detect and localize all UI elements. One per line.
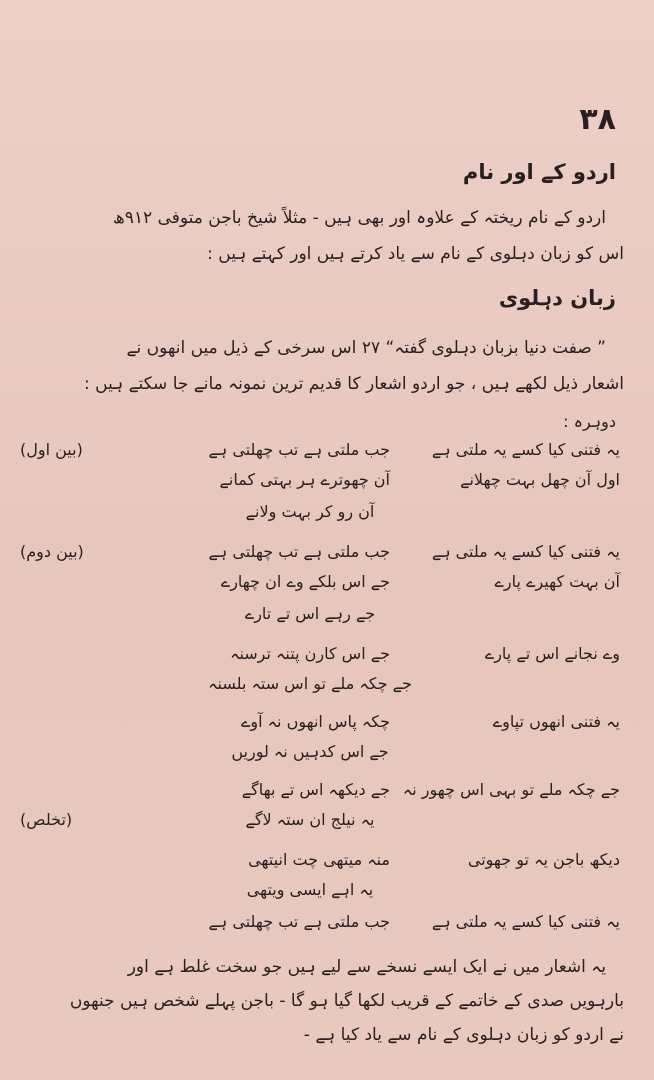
verse-tag: (تخلص) <box>20 810 73 829</box>
verse-hemistich-left: جے اس کارن پتنہ ترسنہ <box>230 644 390 663</box>
verse-row <box>20 604 620 634</box>
verse-hemistich-right: یہ فتنی کیا کسے یہ ملتی ہے <box>431 542 620 561</box>
verse-hemistich-right: دیکھ باجن یہ تو جھوتی <box>467 850 620 869</box>
paragraph-line: اشعار ذیل لکھے ہیں ، جو اردو اشعار کا قدیم ترین نمونہ مانے جا سکتے ہیں : <box>84 374 624 394</box>
paragraph-zaban-dehlavi <box>24 330 624 402</box>
paragraph-closing <box>24 950 624 1052</box>
verse-tag: (بین دوم) <box>20 542 84 561</box>
verse-hemistich-left: جب ملتی ہے تب چھلتی ہے <box>208 440 390 459</box>
verse-hemistich-right: یہ فتنی انھوں تپاوے <box>492 712 620 731</box>
verse-row <box>20 440 620 470</box>
verse-hemistich-left: جب ملتی ہے تب چھلتی ہے <box>208 542 390 561</box>
verse-hemistich-left: منہ میتھی چت انیتھی <box>248 850 390 869</box>
section-heading-urdu-names: اردو کے اور نام <box>462 160 616 184</box>
verse-row <box>20 542 620 572</box>
paragraph-line: بارہویں صدی کے خاتمے کے قریب لکھا گیا ہو گا - باجن پہلے شخص ہیں جنھوں <box>69 991 624 1011</box>
verse-hemistich-left: جے اس بلکے وے ان چھارے <box>220 572 390 591</box>
verse-line-center: جے اس کدہیں نہ لوریں <box>231 742 389 761</box>
verse-hemistich-right: یہ فتنی کیا کسے یہ ملتی ہے <box>431 912 620 931</box>
doha-label: دوہرہ : <box>563 412 616 431</box>
verse-hemistich-left: آن چھوترے ہر بہتی کمانے <box>219 470 390 489</box>
verse-row <box>20 780 620 810</box>
verse-hemistich-right: اول آن چھل بہت چھلانے <box>460 470 620 489</box>
verse-hemistich-left: چکہ پاس انھوں نہ آوے <box>241 712 390 731</box>
verse-hemistich-left: جے دیکھہ اس تے بھاگے <box>241 780 390 799</box>
verse-hemistich-right: یہ فتنی کیا کسے یہ ملتی ہے <box>431 440 620 459</box>
section-heading-zaban-dehlavi: زبان دہلوی <box>498 286 616 310</box>
paragraph-line: اس کو زبان دہلوی کے نام سے یاد کرتے ہیں اور کہتے ہیں : <box>207 244 624 264</box>
verse-line-center: یہ نیلج ان ستہ لاگے <box>245 810 375 829</box>
paragraph-line: یہ اشعار میں نے ایک ایسے نسخے سے لیے ہیں جو سخت غلط ہے اور <box>127 957 606 977</box>
verse-line-center: یہ اہے ایسی ویتھی <box>246 880 374 899</box>
verse-tag: (بین اول) <box>20 440 83 459</box>
verse-row <box>20 912 620 942</box>
paragraph-line: نے اردو کو زبان دہلوی کے نام سے یاد کیا ہے - <box>303 1025 624 1045</box>
verse-row <box>20 880 620 910</box>
verse-row <box>20 644 620 674</box>
paragraph-line: ” صفت دنیا بزبان دہلوی گفتہ“ ۲۷ اس سرخی کے ذیل میں انھوں نے <box>126 338 606 358</box>
verse-row <box>20 742 620 772</box>
verse-row <box>20 810 620 840</box>
verse-hemistich-right: وے نجانے اس تے پارے <box>484 644 620 663</box>
paragraph-line: اردو کے نام ریختہ کے علاوہ اور بھی ہیں - مثلاً شیخ باجن متوفی ۹۱۲ھ <box>112 208 606 228</box>
verse-hemistich-left: جب ملتی ہے تب چھلتی ہے <box>208 912 390 931</box>
verse-row <box>20 572 620 602</box>
verse-hemistich-right: آن بہت کھیرے پارے <box>494 572 620 591</box>
verse-row <box>20 850 620 880</box>
verse-line-center: جے چکہ ملے تو اس ستہ بلسنہ <box>208 674 412 693</box>
verse-line-center: آن رو کر بہت ولانے <box>245 502 375 521</box>
verse-row <box>20 470 620 500</box>
verse-row <box>20 674 620 704</box>
verse-row <box>20 502 620 532</box>
verse-line-center: جے رہے اس تے تارے <box>244 604 376 623</box>
paragraph-intro <box>24 200 624 272</box>
verse-hemistich-right: جے چکہ ملے تو بہی اس چھور نہ <box>402 780 620 799</box>
verse-row <box>20 712 620 742</box>
page-number: ۳۸ <box>579 102 616 137</box>
